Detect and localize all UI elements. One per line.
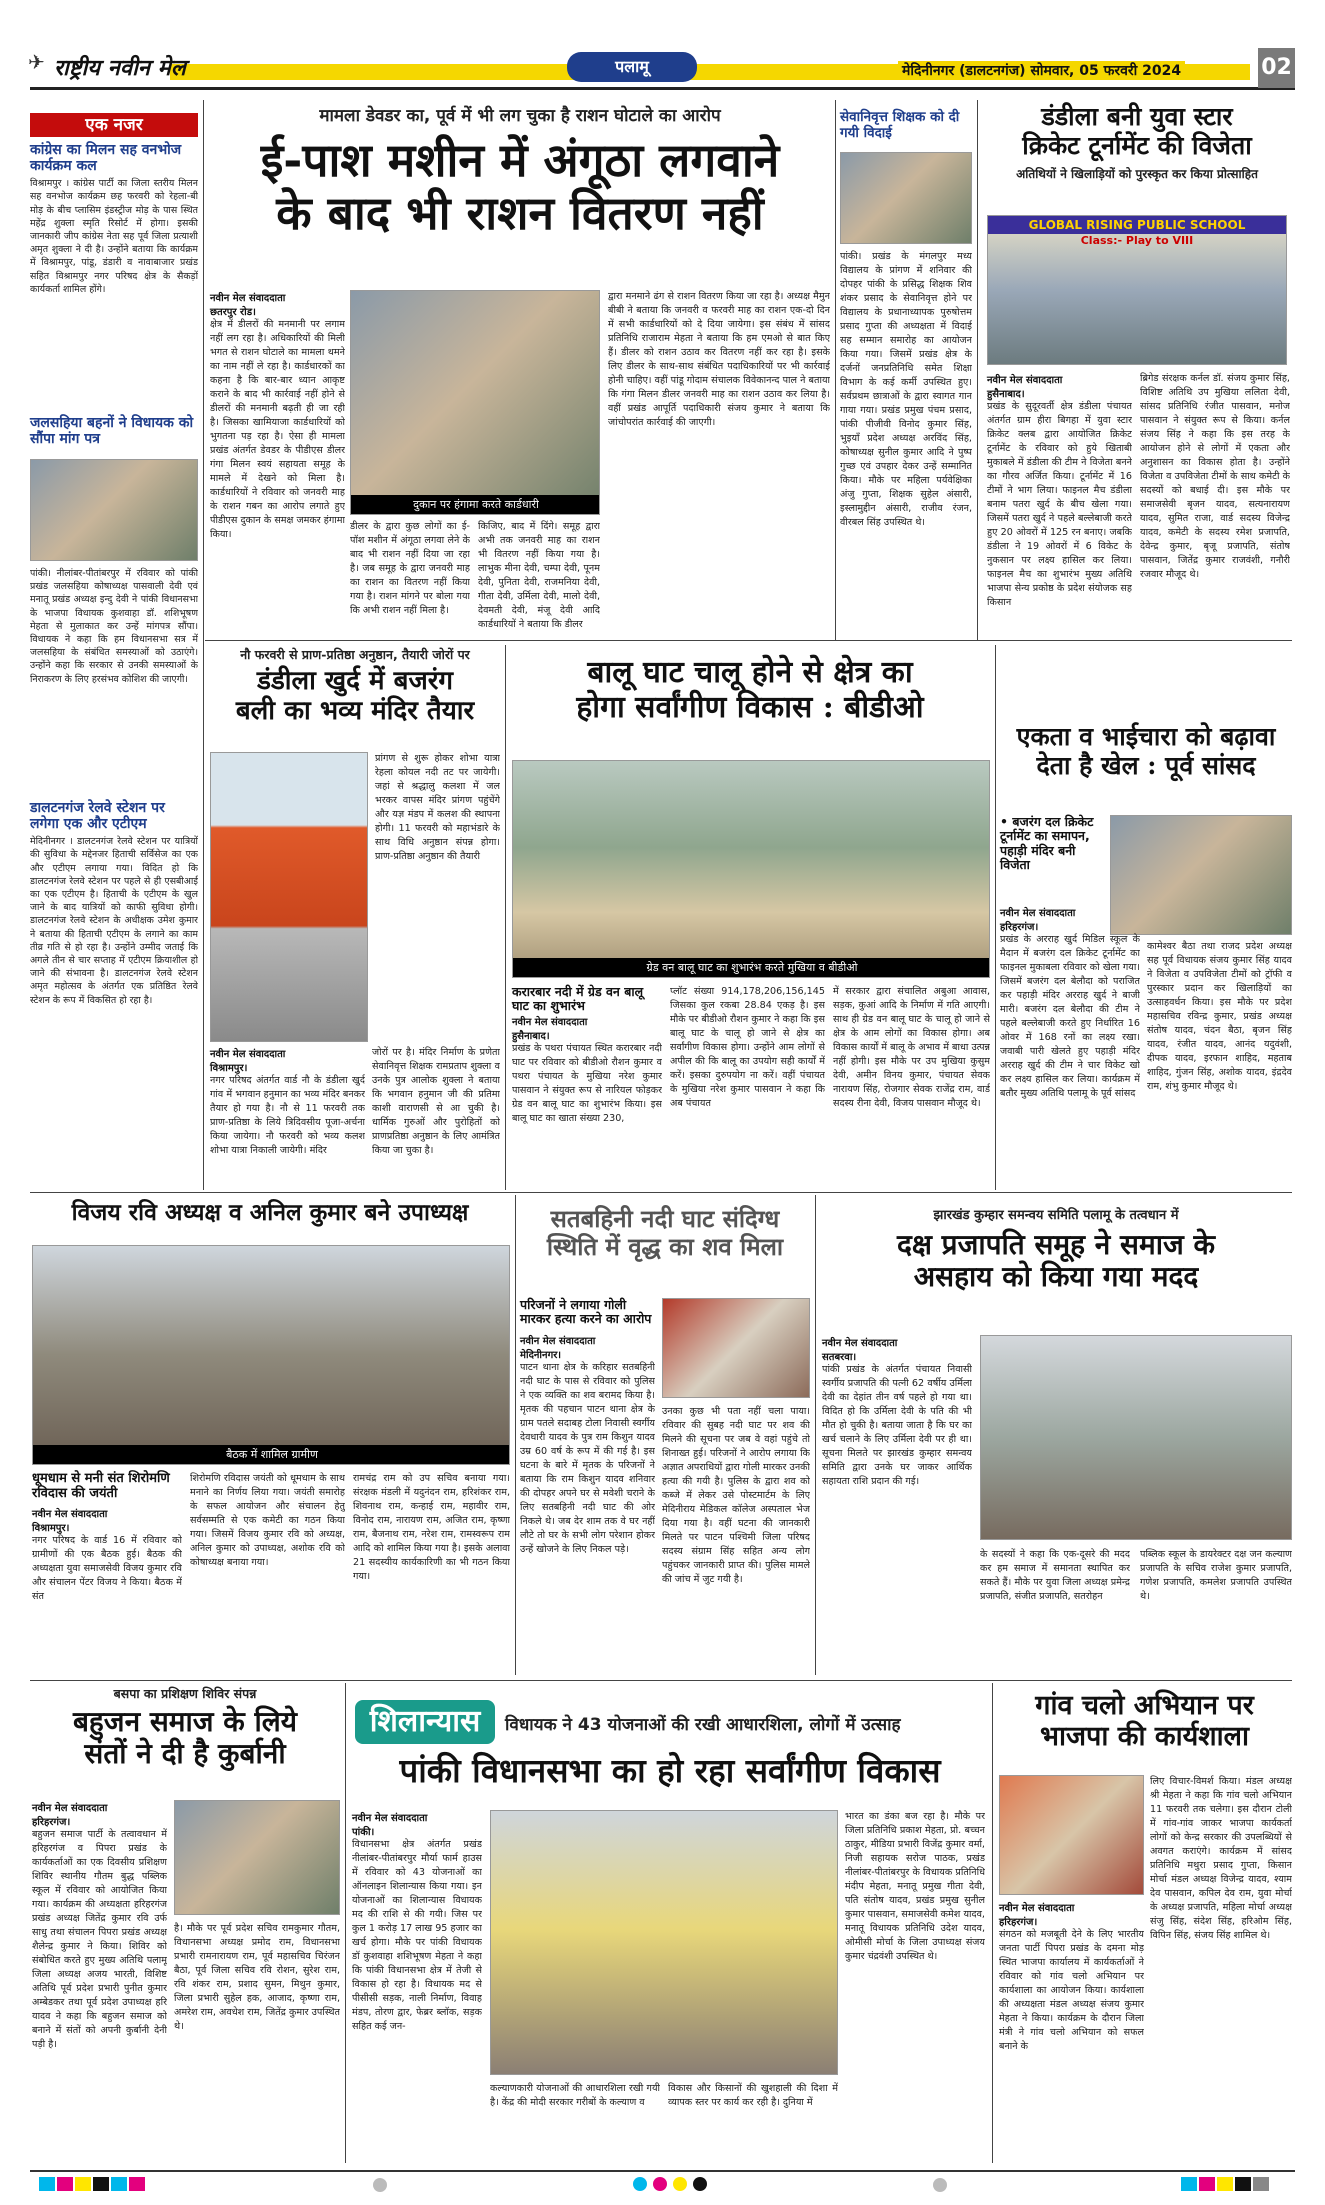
article-text: प्रखंड के सुदूरवर्ती क्षेत्र डंडीला पंचायत अंतर्गत ग्राम हीरा बिगहा में युवा स्टार क्रिकेट क्लब द्वारा आयोजित क्रिकेट टूर्नामेंट के रविवार को हुये खिताबी मुकाबले में डंडीला की टीम ने विजेता बनने का गौरव अर्जित किया। टूर्नामेंट में 16 टीमों ने भाग लिया। फाइनल मैच डंडीला बनाम पतरा खुर्द के बीच खेला गया। जिसमें पतरा खुर्द ने पहले बल्लेबाजी करते हुए 20 ओवरों में 125 रन बनाए। जबकि डंडीला ने 19 ओवरों में 6 विकेट के नुकसान पर लक्ष्य हासिल कर लिया। फाइनल मैच का शुभारंभ मुख्य अतिथि भाजपा सेन्य प्रकोष्ठ के प्रदेश संयोजक सह किसान: [987, 401, 1132, 608]
story-headline-line1: सतबहिनी नदी घाट संदिग्ध: [550, 1204, 780, 1233]
lead-column-1: [210, 290, 345, 658]
farewell-photo: [840, 152, 972, 244]
sidebar-item-1: [30, 142, 198, 397]
vijay-column-1: [32, 1472, 182, 1634]
bird-logo-icon: ✈: [28, 50, 45, 74]
byline: नवीन मेल संवाददाता: [210, 1049, 286, 1060]
satbahini-column-1: [520, 1298, 655, 1631]
story-headline-line2: भाजपा की कार्यशाला: [1040, 1721, 1249, 1753]
vijay-column-3: रामचंद्र राम को उप सचिव बनाया गया। संरक्षक मंडली में यदुनंदन राम, हरिशंकर राम, शिवनाथ राम, कन्हाई राम, महावीर राम, विनोद राम, नारायण राम, अजित राम, कृष्णा राम, बैजनाथ राम, नरेश राम, रामस्वरूप राम आदि को शामिल किया गया है। इसके अलावा 21 सदस्यीय कार्यकारिणी का भी गठन किया गया।: [353, 1473, 510, 1582]
dateline-place: विश्रामपुर।: [32, 1522, 70, 1534]
satbahini-story: [520, 1205, 810, 1260]
story-headline-line1: बहुजन समाज के लिये: [72, 1705, 298, 1738]
lead-story: [210, 103, 830, 240]
byline: नवीन मेल संवाददाता: [999, 1903, 1075, 1914]
page-number: 02: [1258, 48, 1295, 88]
section-tag: पलामू: [567, 52, 697, 82]
column-divider: [345, 1683, 346, 2163]
sidebar-heading: डालटनगंज रेलवे स्टेशन पर लगेगा एक और एटीएम: [30, 800, 165, 833]
temple-column-3: जोरों पर है। मंदिर निर्माण के प्रणेता सेवानिवृत्त शिक्षक रामप्रताप शुक्ला व उनके पुत्र आलोक शुक्ला ने बताया कि भगवान हनुमान जी की प्रतिमा काशी वाराणसी से आ चुकी है। धार्मिक गुरुओं और पुरोहितों को प्राणप्रतिष्ठा अनुष्ठान के लिए आमंत्रित किया जा चुका है।: [372, 1047, 500, 1156]
sidebar-text: मेदिनीनगर । डालटनगंज रेलवे स्टेशन पर यात्रियों की सुविधा के मद्देनजर हिताची सर्विसेज का एक और एटीएम लगाया गया। विदित हो कि डालटनगंज रेलवे स्टेशन पर पहले से ही एसबीआई का एक एटीएम है। हिताची के एटीएम के खुल जाने के बाद यात्रियों को काफी सुविधा होगी। डालटनगंज रेलवे स्टेशन के अधीक्षक उमेश कुमार ने बताया की हिताची एटीएम के लगाने का काम तीव्र गति से हो रहा है। उन्होंने उम्मीद जताई कि अगले तीन से चार सप्ताह में एटीएम क्रियाशील हो जाने की संभावना है। डालटनगंज रेलवे स्टेशन अमृत महोत्सव के अंतर्गत एक प्रतिष्ठित रेलवे स्टेशन के रूप में विकसित हो रहा है।: [30, 836, 198, 1006]
horizontal-divider: [205, 640, 1292, 641]
daksh-column-2: के सदस्यों ने कहा कि एक-दूसरे की मदद कर हम समाज में समानता स्थापित कर सकते हैं। मौके पर युवा जिला अध्यक्ष प्रमेन्द्र प्रजापति, संजीत प्रजापति, सतरोहन: [980, 1549, 1130, 1602]
byline: नवीन मेल संवाददाता: [512, 1016, 588, 1028]
story-headline-line1: बालू घाट चालू होने से क्षेत्र का: [587, 655, 913, 690]
incident-photo: [662, 1298, 810, 1398]
horizontal-divider: [30, 1680, 1292, 1681]
lead-kicker: मामला डेवडर का, पूर्व में भी लग चुका है राशन घोटाले का आरोप: [319, 106, 721, 126]
column-divider: [515, 1195, 516, 1675]
jalsahiya-photo: [30, 459, 198, 561]
bahujan-story: [30, 1685, 340, 1770]
story-headline: विजय रवि अध्यक्ष व अनिल कुमार बने उपाध्यक्ष: [71, 1199, 469, 1226]
print-registration-strip: [30, 2170, 1295, 2188]
dateline: मेदिनीनगर (डालटनगंज) सोमवार, 05 फरवरी 2024: [898, 61, 1185, 80]
story-kicker: झारखंड कुम्हार समन्वय समिति पलामू के तत्वधान में: [933, 1208, 1179, 1223]
lead-headline-line1: ई-पाश मशीन में अंगूठा लगवाने: [260, 133, 780, 187]
balu-column-3: में सरकार द्वारा संचालित अबुआ आवास, सड़क, कुआं आदि के निर्माण में गति आएगी। साथ ही ग्रेड वन बालू घाट के चालू हो जाने से क्षेत्र के आम लोगों का विकास होगा। अब विकास कार्यों में बालू के अभाव में बाधा उत्पन्न नहीं होगी। इस मौके पर उप मुखिया कुसुम देवी, अमीन विनय कुमार, पंचायत सेवक नारायण सिंह, रोजगार सेवक राजेंद्र राम, वार्ड सदस्य रीना देवी, विजय पासवान मौजूद थे।: [833, 986, 990, 1109]
article-text: क्षेत्र में डीलरों की मनमानी पर लगाम नहीं लग रहा है। अधिकारियों की मिली भगत से राशन घोटाले का मामला थमने का नाम नहीं ले रहा है। कार्डधारकों का कहना है कि बार-बार ध्यान आकृष्ट कराने के बाद भी कार्रवाई नहीं होने से डीलरों की मनमानी बढ़ती ही जा रही है। जिसका खामियाजा कार्डधारियों को भुगतना पड़ रहा है। ऐसा ही मामला प्रखंड अंतर्गत डेवडर के पीडीएस डीलर गंगा मिलन स्वयं सहायता समूह के मामले में देखने को मिला है। कार्डधारियों ने रविवार को जनवरी माह के राशन गबन का आरोप लगाते हुए पीडीएस दुकान के समक्ष जमकर हंगामा किया।: [210, 319, 345, 540]
byline: नवीन मेल संवाददाता: [352, 1813, 428, 1824]
gaon-chalo-story: [997, 1690, 1292, 1752]
byline: नवीन मेल संवाददाता: [32, 1508, 108, 1520]
bjp-workshop-photo: [999, 1775, 1144, 1895]
newspaper-brand: राष्ट्रीय नवीन मेल: [54, 56, 186, 81]
cricket-column-2: ब्रिगेड संरक्षक कर्नल डॉ. संजय कुमार सिंह, विशिष्ट अतिथि उप मुखिया ललिता देवी, सांसद प्रतिनिधि रंजीत पासवान, मनोज पासवान ने संयुक्त रूप से किया। कर्नल संजय सिंह ने कहा कि इस तरह के आयोजन होने से लोगों में एकता और अनुशासन का विकास होता है। उन्होंने विजेता व उपविजेता टीमों के साथ कमेटी के सदस्यों को बधाई दी। इस मौके पर समाजसेवी बृजन यादव, सत्यनारायण यादव, सुमित राजा, वार्ड सदस्य विजेन्द्र यादव, कमेटी के सदस्य रमेश प्रजापति, देवेन्द्र कुमार, बृजू प्रजापति, संतोष पासवान, जितेंद्र कुमार राजवंशी, गनौरी रजवार मौजूद थे।: [1140, 373, 1290, 580]
panki-column-1: [352, 1810, 482, 2168]
byline: नवीन मेल संवाददाता: [987, 375, 1063, 386]
story-headline-line2: असहाय को किया गया मदद: [913, 1260, 1199, 1294]
dateline-place: सतबरवा।: [822, 1352, 857, 1363]
article-text: प्रखंड के पथरा पंचायत स्थित करारबार नदी घाट पर रविवार को बीडीओ रौशन कुमार व पथरा पंचायत के मुखिया नरेश कुमार पासवान ने संयुक्त रूप से नारियल फोड़कर ग्रेड वन बालू घाट का शुभारंभ किया। इस बालू घाट का खाता संख्या 230,: [512, 1042, 662, 1124]
vijay-story: [30, 1200, 510, 1226]
ekta-column-1: [1000, 905, 1140, 1183]
dateline-place: हुसैनाबाद।: [512, 1030, 550, 1042]
story-headline-line2: देता है खेल : पूर्व सांसद: [1036, 750, 1256, 780]
article-text: संगठन को मजबूती देने के लिए भारतीय जनता पार्टी पिपरा प्रखंड के दमना मोड़ स्थित भाजपा कार्यालय में कार्यकर्ताओं ने रविवार को गांव चलो अभियान पर कार्यशाला का आयोजन किया। कार्यशाला की अध्यक्षता मंडल अध्यक्ष संजय कुमार मेहता ने किया। कार्यक्रम के दौरान जिला मंत्री ने गांव चलो अभियान को सफल बनाने के: [999, 1929, 1144, 2052]
article-text: विधानसभा क्षेत्र अंतर्गत प्रखंड नीलांबर-पीतांबरपुर मौर्या फार्म हाउस में रविवार को 43 योजनाओं का ऑनलाइन शिलान्यास किया गया। इन योजनाओं का शिलान्यास विधायक मद की राशि से की गयी। जिस पर कुल 1 करोड़ 17 लाख 95 हजार का खर्च होगा। मौके पर पांकी विधायक डॉ कुशवाहा शशिभूषण मेहता ने कहा कि पांकी विधानसभा क्षेत्र में तेजी से विकास हो रहा है। विधायक मद से पीसीसी सड़क, नाली निर्माण, विवाह मंडप, तोरण द्वार, फेब्रर ब्लॉक, सड़क सहित कई जन-: [352, 1839, 482, 2032]
satbahini-column-2: उनका कुछ भी पता नहीं चला पाया। रविवार की सुबह नदी घाट पर शव की मिलने की सूचना पर जब वे वहां पहुंचे तो शिनाख्त हुई। परिजनों ने आरोप लगाया कि अज्ञात अपराधियों द्वारा गोली मारकर उनकी हत्या की गयी है। पुलिस के द्वारा शव को कब्जे में लेकर उसे पोस्टमार्टम के लिए मेदिनीराय मेडिकल कॉलेज अस्पताल भेज दिया गया है। वहीं घटना की जानकारी मिलते पर पाटन पश्चिमी जिला परिषद सदस्य संग्राम सिंह सहित अन्य लोग पहुंचकर जानकारी प्राप्त की। पुलिस मामले की जांच में जुट गयी है।: [662, 1406, 810, 1585]
column-divider: [992, 1683, 993, 2163]
daksh-column-3: पब्लिक स्कूल के डायरेक्टर दक्ष जन कल्याण प्रजापति के सचिव राजेश कुमार प्रजापति, गणेश प्रजापति, कमलेश प्रजापति उपस्थित थे।: [1140, 1549, 1292, 1602]
cricket-story: [982, 103, 1292, 182]
article-text: प्रखंड के अरराह खुर्द मिडिल स्कूल के मैदान में बजरंग दल क्रिकेट टूर्नामेंट का फाइनल मुकाबला रविवार को खेला गया। जिसमें बजरंग दल बेलौदा को पराजित कर पहाड़ी मंदिर अरराह खुर्द ने बाजी मारी। बजरंग दल बेलौदा की टीम ने पहले बल्लेबाजी करते हुए निर्धारित 16 ओवर में 168 रनों का लक्ष्य रखा। जवाबी पारी खेलते हुए पहाड़ी मंदिर अरराह खुर्द की टीम ने चार विकेट खो कर लक्ष्य हासिल कर लिया। कार्यक्रम में बतौर मुख्य अतिथि पलामू के पूर्व सांसद: [1000, 934, 1140, 1099]
ration-shop-photo: [350, 290, 600, 515]
temple-column-1: प्रांगण से शुरू होकर शोभा यात्रा रेहला कोयल नदी तट पर जायेगी। जहां से श्रद्धालु कलशा में जल भरकर वापस मंदिर प्रांगण पहुंचेंगे और यज्ञ मंडप में कलश की स्थापना होगी। 11 फरवरी को महाभंडारे के साथ विधि अनुष्ठान संपन्न होगा। प्राण-प्रतिष्ठा अनुष्ठान की तैयारी: [375, 753, 500, 862]
ekta-story: [1000, 723, 1292, 781]
photo-caption: ग्रेड वन बालू घाट का शुभारंभ करते मुखिया व बीडीओ: [513, 958, 990, 977]
gaon-column-1: [999, 1900, 1144, 2156]
column-divider: [203, 100, 204, 1190]
dateline-place: हरिहरगंज।: [32, 1817, 71, 1828]
school-banner-sub: Class:- Play to VIII: [1080, 234, 1194, 247]
dateline-place: हरिहरगंज।: [999, 1917, 1038, 1928]
dateline-place: हरिहरगंज।: [1000, 922, 1039, 933]
story-headline-line1: गांव चलो अभियान पर: [1035, 1690, 1254, 1721]
article-text: पांकी। प्रखंड के मंगलपुर मध्य विद्यालय के प्रांगण में शनिवार की दोपहर पांकी के प्रसिद्ध शिक्षक शिव शंकर प्रसाद के सेवानिवृत्त होने पर विद्यालय के प्रधानाध्यापक पुरुषोत्तम प्रसाद गुप्ता की अध्यक्षता में विदाई सह सम्मान समारोह का आयोजन किया गया। जिसमें प्रखंड क्षेत्र के दर्जनों जनप्रतिनिधि समेत शिक्षा विभाग के कई कर्मी उपस्थित हुए। सर्वप्रथम छात्राओं के द्वारा स्वागत गान गाया गया। प्रखंड प्रमुख पंचम प्रसाद, पांकी पीजीवी विनोद कुमार सिंह, भुइयाँ प्रदेश अध्यक्ष अरविंद सिंह, कोषाध्यक्ष सुनील कुमार आदि ने पुष्प गुच्छ एवं उपहार देकर उन्हें सम्मानित किया। मौके पर महिला पर्यवेक्षिका अंजु गुप्ता, शिक्षक सुहेल अंसारी, इस्लामुद्दीन अंसारी, राजीव रंजन, वीरबल सिंह उपस्थित थे।: [840, 251, 972, 528]
story-subheading: करारबार नदी में ग्रेड वन बालू घाट का शुभारंभ: [512, 984, 644, 1014]
byline: नवीन मेल संवाददाता: [1000, 908, 1076, 919]
daksh-story: [820, 1205, 1292, 1293]
story-subheading: धूमधाम से मनी संत शिरोमणि रविदास की जयंती: [32, 1471, 170, 1501]
story-kicker: विधायक ने 43 योजनाओं की रखी आधारशिला, लोगों में उत्साह: [505, 1715, 901, 1735]
bahujan-column-2: है। मौके पर पूर्व प्रदेश सचिव रामकुमार गौतम, विधानसभा अध्यक्ष प्रमोद राम, विधानसभा प्रभारी रामनारायण राम, पूर्व महासचिव चिरंजन बैठा, पूर्व जिला सचिव रवि रोशन, सुरेश राम, रवि शंकर राम, प्रशाद सुमन, मिथुन कुमार, जिला प्रभारी सुहेल हक, आजाद, कृष्णा राम, अमरेश राम, अवधेश राम, जितेंद्र कुमार उपस्थित थे।: [174, 1923, 340, 2032]
column-divider: [815, 1195, 816, 1675]
vijay-column-2: शिरोमणि रविदास जयंती को धूमधाम के साथ मनाने का निर्णय लिया गया। जयंती समारोह के सफल आयोजन और संचालन हेतु सर्वसम्मति से एक कमेटी का गठन किया गया। जिसमें विजय कुमार रवि को अध्यक्ष, अनिल कुमार को उपाध्यक्ष, अशोक रवि को कोषाध्यक्ष बनाया गया।: [190, 1473, 345, 1568]
daksh-help-photo: [980, 1335, 1292, 1540]
lead-column-2: डीलर के द्वारा कुछ लोगों का ई-पॉश मशीन में अंगूठा लगवा लेने के बाद भी राशन नहीं दिया जा रहा है। जब समूह के द्वारा जनवरी माह का राशन का वितरण नहीं किया गया है। राशन मांगने पर बोला गया कि अभी राशन नहीं मिला है।: [350, 521, 470, 616]
panki-column-2: कल्याणकारी योजनाओं की आधारशिला रखी गयी है। केंद्र की मोदी सरकार गरीबों के कल्याण व: [490, 2083, 660, 2108]
story-headline-line1: डंडीला बनी युवा स्टार: [1041, 102, 1233, 131]
school-banner: GLOBAL RISING PUBLIC SCHOOL: [988, 216, 1286, 234]
ekta-subheading-block: [1000, 815, 1105, 873]
panki-column-3: विकास और किसानों की खुशहाली की दिशा में व्यापक स्तर पर कार्य कर रही है। दुनिया में: [668, 2083, 838, 2108]
balu-ghat-photo: [512, 760, 990, 978]
dateline-place: हुसैनाबाद।: [987, 389, 1025, 400]
sidebar-heading: कांग्रेस का मिलन सह वनभोज कार्यक्रम कल: [30, 142, 182, 175]
byline: नवीन मेल संवाददाता: [520, 1335, 596, 1347]
masthead: [30, 48, 1295, 90]
cricket-column-1: [987, 372, 1132, 640]
article-text: पाटन थाना क्षेत्र के करिहार सतबहिनी नदी घाट के पास से रविवार को पुलिस ने एक व्यक्ति का शव बरामद किया है। मृतक की पहचान पाटन थाना क्षेत्र के ग्राम पतले सदाबह टोला निवासी स्वर्गीय देवधारी यादव के पुत्र राम किशुन यादव उम्र 60 वर्ष के रूप में की गई है। इस घटना के बारे में मृतक के परिजनों ने बताया कि राम किशुन यादव शनिवार की दोपहर अपने घर से मवेशी चराने के लिए सतबहिनी नदी घाट की ओर निकले थे। जब देर शाम तक वे घर नहीं लौटे तो घर के सभी लोग परेशान होकर उन्हें खोजने के लिए निकल पड़े।: [520, 1361, 655, 1555]
column-divider: [977, 100, 978, 640]
story-headline-line2: संतों ने दी है कुर्बानी: [84, 1737, 286, 1771]
story-headline-line2: होगा सर्वांगीण विकास : बीडीओ: [576, 689, 924, 725]
bahujan-column-1: [32, 1800, 167, 2158]
cricket-prize-photo: [987, 215, 1287, 365]
ekta-column-2: कामेश्वर बैठा तथा राजद प्रदेश अध्यक्ष सह पूर्व विधायक संजय कुमार सिंह यादव ने विजेता व उपविजेता टीमों को ट्रॉफी व पुरस्कार प्रदान कर खिलाड़ियों का उत्साहवर्धन किया। इस मौके पर प्रदेश महासचिव रविन्द्र कुमार, प्रखंड अध्यक्ष संतोष यादव, चंदन बैठा, बृजन सिंह यादव, रंजीत यादव, आनंद यदुवंशी, दीपक यादव, इरफान शाहिद, महताब शाहिद, गुंजन सिंह, अशोक यादव, इंद्रदेव राम, शंभु कुमार मौजूद थे।: [1147, 941, 1292, 1092]
panki-column-4: भारत का डंका बज रहा है। मौके पर जिला प्रतिनिधि प्रकाश मेहता, प्रो. बच्चन ठाकुर, मीडिया प्रभारी विजेंद्र कुमार वर्मा, निजी सहायक सरोज पाठक, प्रखंड नीलांबर-पीतांबरपुर के विधायक प्रतिनिधि मंदीप मेहता, मनातू प्रमुख गीता देवी, पति संतोष यादव, प्रखंड प्रमुख सुनील कुमार पासवान, समाजसेवी कमेश यादव, मनातू विधायक प्रतिनिधि उदेश यादव, ओमीसी मोर्चा के जिला उपाध्यक्ष संजय कुमार चंद्रवंशी उपस्थित थे।: [845, 1811, 985, 1962]
article-text: पांकी प्रखंड के अंतर्गत पंचायत निवासी स्वर्गीय प्रजापति की पत्नी 62 वर्षीय उर्मिला देवी का देहांत तीन वर्ष पहले हो गया था। विदित हो कि उर्मिला देवी के पति की भी मौत हो चुकी है। बताया जाता है कि घर का खर्च चलाने के लिए उर्मिला देवी पर ही था। सूचना मिलते पर झारखंड कुम्हार समन्वय समिति द्वारा उनके घर जाकर आर्थिक सहायता राशि प्रदान की गई।: [822, 1364, 972, 1487]
photo-caption: दुकान पर हंगामा करते कार्डधारी: [351, 495, 600, 514]
foundation-stone-photo: [490, 1810, 838, 2075]
story-headline-line1: एकता व भाईचारा को बढ़ावा: [1016, 722, 1276, 751]
gaon-column-2: लिए विचार-विमर्श किया। मंडल अध्यक्ष श्री मेहता ने कहा कि गांव चलो अभियान 11 फरवरी तक चलेगा। इस दौरान टोली में गांव-गांव जाकर भाजपा कार्यकर्ता लोगों को केन्द्र सरकार की उपलब्धियों से अवगत कराएंगे। कार्यक्रम में सांसद प्रतिनिधि मथुरा प्रसाद गुप्ता, किसान मोर्चा मंडल अध्यक्ष विजेन्द्र यादव, श्याम देव पासवान, कपिल देव राम, युवा मोर्चा के अध्यक्ष प्रजापति, महिला मोर्चा अध्यक्ष संजु सिंह, संदेश सिंह, हरिओम सिंह, विपिन सिंह, संजय सिंह शामिल थे।: [1150, 1776, 1292, 1941]
lead-headline-line2: के बाद भी राशन वितरण नहीं: [276, 185, 764, 240]
balu-story: [510, 656, 990, 725]
story-subheading: परिजनों ने लगाया गोली मारकर हत्या करने का आरोप: [520, 1297, 652, 1327]
story-headline-line1: दक्ष प्रजापति समूह ने समाज के: [896, 1228, 1216, 1261]
sidebar-text: विश्रामपुर । कांग्रेस पार्टी का जिला स्तरीय मिलन सह वनभोज कार्यक्रम छह फरवरी को रेहला-बी मोड़ के बीच प्लासिम इंडस्ट्रीज मोड़ के पास स्थित महेंद्र शुक्ला स्मृति रिसोर्ट में होगा। इसकी जानकारी जीप कांग्रेस नेता सह पूर्व जिला प्रत्याशी अमृत शुक्ला ने दी है। उन्होंने बताया कि कार्यक्रम में विश्रामपुर, पांडू, डंडारी व नावाबाजार प्रखंड सहित विश्रामपुर नगर परिषद क्षेत्र के सैकड़ों कार्यकर्ता शामिल होंगे।: [30, 178, 198, 295]
ek-nazar-label: एक नजर: [30, 113, 198, 137]
photo-caption: बैठक में शामिल ग्रामीण: [33, 1445, 510, 1464]
article-text: नगर परिषद के वार्ड 16 में रविवार को ग्रामीणों की एक बैठक हुई। बैठक की अध्यक्षता युवा समाजसेवी विजय कुमार रवि और संचालन पेंटर विजय ने किया। बैठक में संत: [32, 1534, 182, 1602]
story-kicker: नौ फरवरी से प्राण-प्रतिष्ठा अनुष्ठान, तैयारी जोरों पर: [240, 647, 470, 662]
temple-column-2: [210, 1046, 365, 1202]
balu-column-1: [512, 985, 662, 1157]
sidebar-text: पांकी। नीलांबर-पीतांबरपुर में रविवार को पांकी प्रखंड जलसहिया कोषाध्यक्ष पासवाली देवी एवं मनातू प्रखंड अध्यक्ष इन्दु देवी ने पांकी विधानसभा के भाजपा विधायक कुशवाहा डॉ. शशिभूषण मेहता से मुलाकात कर उन्हें मांगपत्र सौंपा। विधायक ने कहा कि हम विधानसभा सत्र में जलसहिया के संबंधित समस्याओं को उठाएंगे। उन्होंने कहा कि सरकार से उनकी समस्याओं के निराकरण के लिए हरसंभव कोशिश की जाएगी।: [30, 568, 198, 685]
dateline-place: विश्रामपुर।: [210, 1063, 248, 1074]
story-headline-line1: डंडीला खुर्द में बजरंग: [256, 666, 454, 696]
story-subheading: • बजरंग दल क्रिकेट टूर्नामेंट का समापन, पहाड़ी मंदिर बनी विजेता: [1000, 814, 1094, 873]
story-headline-line2: क्रिकेट टूर्नामेंट की विजेता: [1022, 130, 1252, 160]
story-headline-line2: बली का भव्य मंदिर तैयार: [235, 695, 475, 726]
column-divider: [505, 645, 506, 1190]
dateline-place: पांकी।: [352, 1827, 375, 1838]
story-kicker: अतिथियों ने खिलाड़ियों को पुरस्कृत कर किया प्रोत्साहित: [1016, 166, 1258, 181]
story-kicker: बसपा का प्रशिक्षण शिविर संपन्न: [113, 1686, 257, 1701]
byline: नवीन मेल संवाददाता: [210, 293, 286, 304]
story-headline: पांकी विधानसभा का हो रहा सर्वांगीण विकास: [399, 1751, 941, 1790]
article-text: बहुजन समाज पार्टी के तत्वावधान में हरिहरगंज व पिपरा प्रखंड के कार्यकर्ताओं का एक दिवसीय प्रशिक्षण शिविर स्थानीय गौतम बुद्ध पब्लिक स्कूल में रविवार को आयोजित किया गया। कार्यक्रम की अध्यक्षता हरिहरगंज प्रखंड अध्यक्ष जितेंद्र कुमार रवि उर्फ साधु तथा संचालन पिपरा प्रखंड अध्यक्ष शैलेन्द्र कुमार ने किया। शिविर को संबोधित करते हुए मुख्य अतिथि पलामू जिला अध्यक्ष अजय भारती, विशिष्ट अतिथि पूर्व प्रदेश प्रभारी पुनीत कुमार अम्बेडकर तथा पूर्व प्रदेश उपाध्यक्ष हरि यादव ने कहा कि बहुजन समाज को बनाने में संतों को अपनी कुर्बानी देनी पड़ी है।: [32, 1829, 167, 2050]
retired-teacher-story: [840, 109, 972, 528]
daksh-column-1: [822, 1335, 972, 1673]
shilanyas-tag: शिलान्यास: [355, 1700, 495, 1744]
byline: नवीन मेल संवाददाता: [32, 1803, 108, 1814]
article-text: नगर परिषद अंतर्गत वार्ड नौ के डंडीला खुर्द गांव में भगवान हनुमान का भव्य मंदिर बनकर तैयार हो गया है। नौ से 11 फरवरी तक प्राण-प्रतिष्ठा के लिये त्रिदिवसीय पूजा-अर्चना किया जायेगा। नौ फरवरी को भव्य कलश शोभा यात्रा निकाली जायेगी। मंदिर: [210, 1075, 365, 1156]
lead-column-3: किजिए, बाद में दिंगे। समूह द्वारा अभी तक जनवरी माह का राशन भी वितरण नहीं किया गया है। लाभुक मीना देवी, चम्पा देवी, पूनम देवी, पुनिता देवी, राजमनिया देवी, गीता देवी, उर्मिला देवी, मालो देवी, देवमती देवी, मंजू देवी आदि कार्डधारियों ने बताया कि डीलर: [478, 521, 600, 630]
temple-photo: [210, 752, 368, 1042]
story-headline-line2: स्थिति में वृद्ध का शव मिला: [546, 1231, 784, 1261]
lead-column-4: द्वारा मनमाने ढंग से राशन वितरण किया जा रहा है। अध्यक्ष मैमुन बीबी ने बताया कि जनवरी व फरवरी माह का राशन एक-दो दिन में सभी कार्डधारियों को दे दिया जायेगा। इस संबंध में सांसद प्रतिनिधि राजाराम मेहता ने बताया कि हम एमओ से बात किए हैं। डीलर को राशन उठाव कर वितरण नहीं कर रहा है। इसके लिए डीलर के साथ-साथ संबंधित पदाधिकारियों पर भी कार्रवाई होनी चाहिए। वहीं पांडू गोदाम संचालक विवेकानन्द पाल ने बताया कि गंगा मिलन डीलर जनवरी माह का राशन उठाव कर लिया है। वहीं प्रखंड आपूर्ति पदाधिकारी संजय कुमार ने बताया कि जांचोपरांत कार्रवाई की जाएगी।: [608, 291, 830, 428]
dateline-place: छतरपुर रोड।: [210, 307, 256, 318]
column-divider: [995, 645, 996, 1190]
horizontal-divider: [30, 1192, 1292, 1193]
meeting-photo: [32, 1245, 510, 1465]
sidebar-item-3: [30, 800, 198, 1210]
bsp-camp-photo: [174, 1800, 340, 1915]
dateline-place: मेदिनीनगर।: [520, 1349, 562, 1361]
sidebar-heading: जलसहिया बहनों ने विधायक को सौंपा मांग पत्र: [30, 415, 194, 448]
byline: नवीन मेल संवाददाता: [822, 1338, 898, 1349]
balu-column-2: प्लॉट संख्या 914,178,206,156,145 जिसका कुल रकबा 28.84 एकड़ है। इस मौके पर बीडीओ रौशन कुमार ने कहा कि इस बालू घाट के चालू हो जाने से क्षेत्र का सर्वांगीण विकास होगा। उन्होंने आम लोगों से अपील की कि बालू का उपयोग सही कार्यों में करें। इसका दुरुपयोग ना करें। वहीं पंचायत के मुखिया नरेश कुमार पासवान ने कहा कि अब पंचायत: [670, 986, 825, 1109]
temple-story: [210, 646, 500, 727]
column-divider: [835, 100, 836, 640]
sidebar-item-2: [30, 415, 198, 685]
story-headline: सेवानिवृत्त शिक्षक को दी गयी विदाई: [840, 109, 960, 141]
